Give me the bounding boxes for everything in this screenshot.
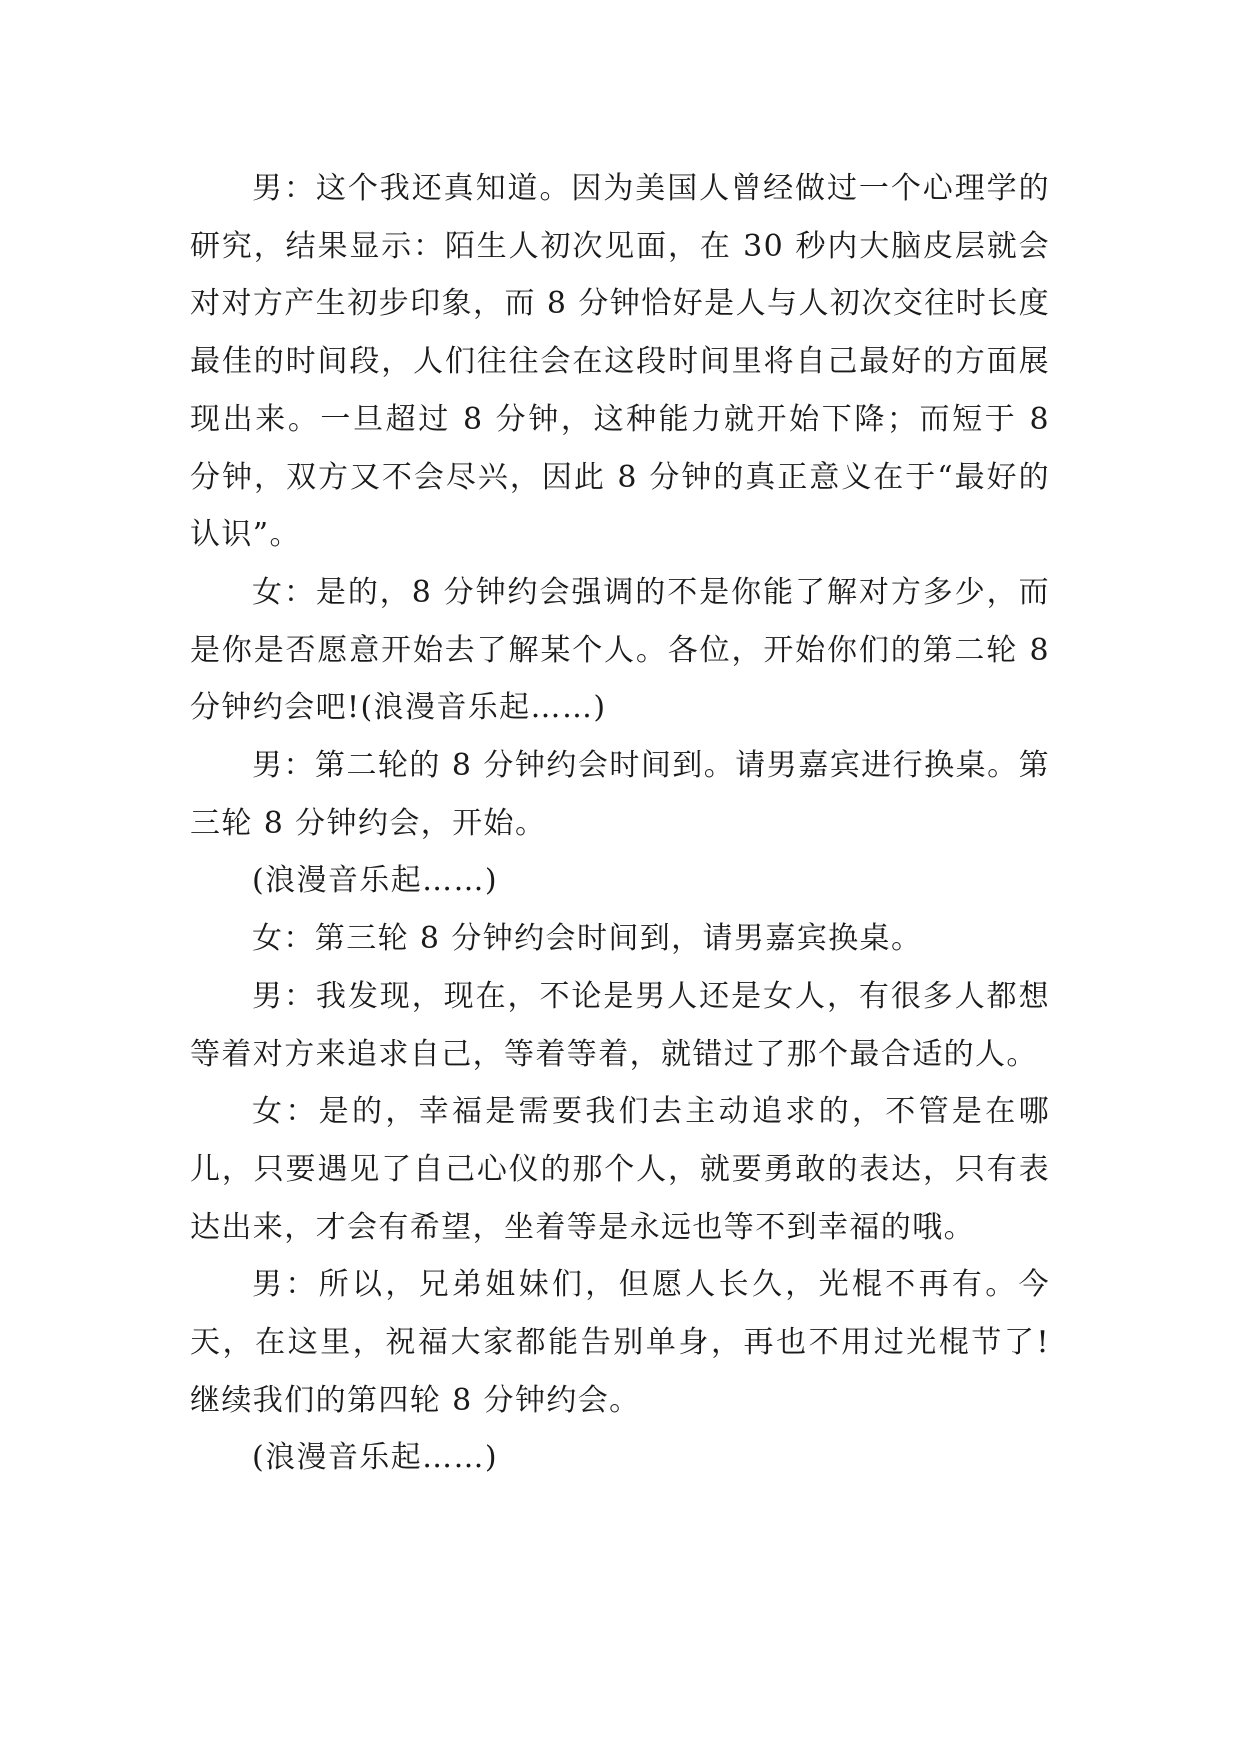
paragraph-1: 男：这个我还真知道。因为美国人曾经做过一个心理学的研究，结果显示：陌生人初次见面，在 30 秒内大脑皮层就会对对方产生初步印象，而 8 分钟恰好是人与人初次交往时长度最佳的时间段，人们往往会在这段时间里将自己最好的方面展现出来。一旦超过 8 分钟，这种能力就开始下降；而短于 8 分钟，双方又不会尽兴，因此 8 分钟的真正意义在于“最好的认识”。 [190, 171, 1050, 553]
paragraph-9: (浪漫音乐起……) [252, 1440, 499, 1476]
document-body [190, 160, 1050, 1487]
paragraph-8: 男：所以，兄弟姐妹们，但愿人长久，光棍不再有。今天，在这里，祝福大家都能告别单身，再也不用过光棍节了!继续我们的第四轮 8 分钟约会。 [190, 1267, 1050, 1418]
paragraph-5: 女：第三轮 8 分钟约会时间到，请男嘉宾换桌。 [252, 921, 923, 957]
paragraph-6: 男：我发现，现在，不论是男人还是女人，有很多人都想等着对方来追求自己，等着等着，就错过了那个最合适的人。 [190, 978, 1050, 1072]
paragraph-7: 女：是的，幸福是需要我们去主动追求的，不管是在哪儿，只要遇见了自己心仪的那个人，就要勇敢的表达，只有表达出来，才会有希望，坐着等是永远也等不到幸福的哦。 [190, 1094, 1050, 1245]
paragraph-4: (浪漫音乐起……) [252, 863, 499, 899]
paragraph-2: 女：是的，8 分钟约会强调的不是你能了解对方多少，而是你是否愿意开始去了解某个人。各位，开始你们的第二轮 8 分钟约会吧!(浪漫音乐起……) [190, 574, 1050, 726]
paragraph-3: 男：第二轮的 8 分钟约会时间到。请男嘉宾进行换桌。第三轮 8 分钟约会，开始。 [190, 748, 1050, 841]
